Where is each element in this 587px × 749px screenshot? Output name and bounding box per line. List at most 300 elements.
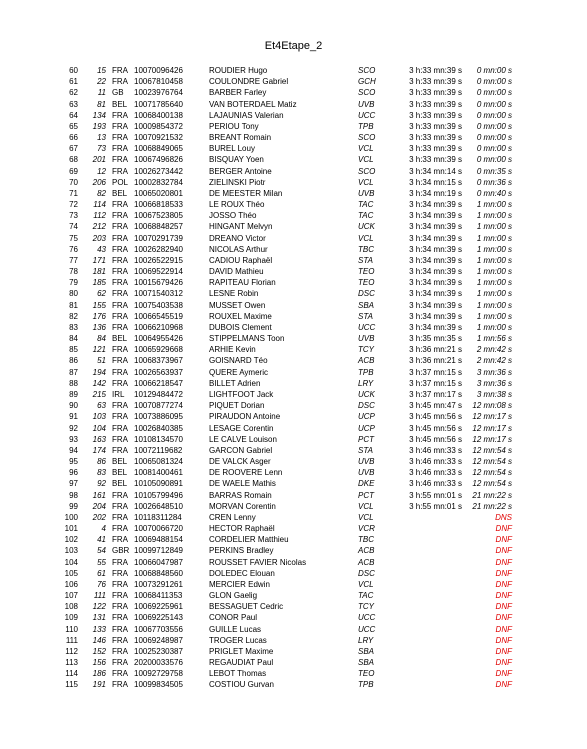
gap-cell: DNF xyxy=(495,602,512,612)
rank-cell: 67 xyxy=(69,144,78,154)
uci-id-cell: 10026522915 xyxy=(134,255,183,265)
table-row xyxy=(0,87,587,98)
time-cell: 3 h:46 mn:33 s xyxy=(409,445,462,455)
table-row xyxy=(0,523,587,534)
gap-cell: DNF xyxy=(495,635,512,645)
rank-cell: 66 xyxy=(69,133,78,143)
uci-id-cell: 10026273442 xyxy=(134,166,183,176)
uci-id-cell: 10129484472 xyxy=(134,389,183,399)
table-row xyxy=(0,646,587,657)
time-cell: 3 h:34 mn:39 s xyxy=(409,289,462,299)
nation-cell: FRA xyxy=(112,121,128,131)
time-cell: 3 h:37 mn:15 s xyxy=(409,378,462,388)
rank-cell: 62 xyxy=(69,88,78,98)
table-row xyxy=(0,579,587,590)
gap-cell: 21 mn:22 s xyxy=(472,490,512,500)
uci-id-cell: 10065020801 xyxy=(134,188,183,198)
uci-id-cell: 10070291739 xyxy=(134,233,183,243)
gap-cell: 1 mn:00 s xyxy=(476,244,512,254)
table-row xyxy=(0,300,587,311)
rank-cell: 96 xyxy=(69,468,78,478)
team-code-cell: UCP xyxy=(358,412,375,422)
rider-name-cell: CREN Lenny xyxy=(209,512,256,522)
table-row xyxy=(0,601,587,612)
nation-cell: FRA xyxy=(112,624,128,634)
bib-cell: 155 xyxy=(92,300,106,310)
nation-cell: FRA xyxy=(112,278,128,288)
team-code-cell: UVB xyxy=(358,99,375,109)
uci-id-cell: 10066818533 xyxy=(134,200,183,210)
time-cell: 3 h:34 mn:15 s xyxy=(409,177,462,187)
gap-cell: 1 mn:00 s xyxy=(476,267,512,277)
time-cell: 3 h:33 mn:39 s xyxy=(409,144,462,154)
bib-cell: 92 xyxy=(97,479,106,489)
time-cell: 3 h:34 mn:39 s xyxy=(409,255,462,265)
bib-cell: 114 xyxy=(93,200,106,210)
rank-cell: 79 xyxy=(69,278,78,288)
gap-cell: DNF xyxy=(495,624,512,634)
uci-id-cell: 10023976764 xyxy=(134,88,183,98)
team-code-cell: UCC xyxy=(358,322,376,332)
rank-cell: 95 xyxy=(69,457,78,467)
team-code-cell: PCT xyxy=(358,490,374,500)
uci-id-cell: 10067523805 xyxy=(134,211,183,221)
uci-id-cell: 10009854372 xyxy=(134,121,183,131)
team-code-cell: UCC xyxy=(358,110,376,120)
gap-cell: 0 mn:00 s xyxy=(476,121,512,131)
nation-cell: FRA xyxy=(112,412,128,422)
uci-id-cell: 10108134570 xyxy=(134,434,183,444)
bib-cell: 215 xyxy=(92,389,106,399)
uci-id-cell: 10066545519 xyxy=(134,311,183,321)
rider-name-cell: DE ROOVERE Lenn xyxy=(209,468,283,478)
rank-cell: 84 xyxy=(69,334,78,344)
gap-cell: 1 mn:00 s xyxy=(476,255,512,265)
uci-id-cell: 10070096426 xyxy=(134,66,183,75)
uci-id-cell: 10073291261 xyxy=(134,579,183,589)
rank-cell: 85 xyxy=(69,345,78,355)
team-code-cell: UVB xyxy=(358,468,375,478)
team-code-cell: VCL xyxy=(358,579,374,589)
rank-cell: 94 xyxy=(69,445,78,455)
uci-id-cell: 10026563937 xyxy=(134,367,183,377)
table-row xyxy=(0,110,587,121)
table-row xyxy=(0,233,587,244)
team-code-cell: TBC xyxy=(358,244,374,254)
bib-cell: 163 xyxy=(92,434,106,444)
table-row xyxy=(0,121,587,132)
gap-cell: 0 mn:00 s xyxy=(476,155,512,165)
table-row xyxy=(0,612,587,623)
time-cell: 3 h:34 mn:39 s xyxy=(409,278,462,288)
table-row xyxy=(0,367,587,378)
bib-cell: 82 xyxy=(97,188,106,198)
nation-cell: FRA xyxy=(112,434,128,444)
team-code-cell: TAC xyxy=(358,211,374,221)
gap-cell: DNF xyxy=(495,613,512,623)
bib-cell: 41 xyxy=(97,535,106,545)
rider-name-cell: ZIELINSKI Piotr xyxy=(209,177,266,187)
time-cell: 3 h:45 mn:56 s xyxy=(409,423,462,433)
bib-cell: 55 xyxy=(97,557,106,567)
nation-cell: BEL xyxy=(112,468,128,478)
time-cell: 3 h:35 mn:35 s xyxy=(409,334,462,344)
bib-cell: 122 xyxy=(92,602,106,612)
team-code-cell: DKE xyxy=(358,479,375,489)
rider-name-cell: MORVAN Corentin xyxy=(209,501,276,511)
uci-id-cell: 10067496826 xyxy=(134,155,183,165)
gap-cell: DNF xyxy=(495,646,512,656)
rank-cell: 106 xyxy=(64,579,78,589)
uci-id-cell: 10069225143 xyxy=(134,613,183,623)
uci-id-cell: 10070877274 xyxy=(134,401,183,411)
table-row xyxy=(0,210,587,221)
uci-id-cell: 10065081324 xyxy=(134,457,183,467)
bib-cell: 104 xyxy=(92,423,106,433)
rider-name-cell: BERGER Antoine xyxy=(209,166,272,176)
rider-name-cell: NICOLAS Arthur xyxy=(209,244,268,254)
gap-cell: 0 mn:00 s xyxy=(476,110,512,120)
rider-name-cell: PERKINS Bradley xyxy=(209,546,274,556)
gap-cell: DNF xyxy=(495,546,512,556)
nation-cell: BEL xyxy=(112,479,128,489)
team-code-cell: VCL xyxy=(358,177,374,187)
gap-cell: DNF xyxy=(495,579,512,589)
gap-cell: 1 mn:00 s xyxy=(476,200,512,210)
gap-cell: 12 mn:54 s xyxy=(472,479,512,489)
rider-name-cell: BARRAS Romain xyxy=(209,490,272,500)
rider-name-cell: CADIOU Raphaël xyxy=(209,255,273,265)
rank-cell: 102 xyxy=(64,535,78,545)
time-cell: 3 h:45 mn:56 s xyxy=(409,434,462,444)
rider-name-cell: DE VALCK Asger xyxy=(209,457,271,467)
team-code-cell: SBA xyxy=(358,300,375,310)
rank-cell: 87 xyxy=(69,367,78,377)
rank-cell: 108 xyxy=(64,602,78,612)
rider-name-cell: LIGHTFOOT Jack xyxy=(209,389,274,399)
uci-id-cell: 10105799496 xyxy=(134,490,183,500)
nation-cell: FRA xyxy=(112,501,128,511)
time-cell: 3 h:33 mn:39 s xyxy=(409,66,462,75)
bib-cell: 176 xyxy=(92,311,106,321)
rank-cell: 73 xyxy=(69,211,78,221)
nation-cell: FRA xyxy=(112,267,128,277)
bib-cell: 193 xyxy=(92,121,106,131)
bib-cell: 103 xyxy=(92,412,106,422)
team-code-cell: VCL xyxy=(358,501,374,511)
uci-id-cell: 10026648510 xyxy=(134,501,183,511)
nation-cell: FRA xyxy=(112,367,128,377)
team-code-cell: LRY xyxy=(358,635,374,645)
uci-id-cell: 10002832784 xyxy=(134,177,183,187)
rider-name-cell: MERCIER Edwin xyxy=(209,579,270,589)
rank-cell: 68 xyxy=(69,155,78,165)
nation-cell: FRA xyxy=(112,144,128,154)
time-cell: 3 h:33 mn:39 s xyxy=(409,77,462,87)
uci-id-cell: 10069225961 xyxy=(134,602,183,612)
gap-cell: DNF xyxy=(495,680,512,690)
rank-cell: 88 xyxy=(69,378,78,388)
uci-id-cell: 10071785640 xyxy=(134,99,183,109)
gap-cell: DNF xyxy=(495,535,512,545)
rank-cell: 115 xyxy=(65,680,78,690)
team-code-cell: SBA xyxy=(358,658,375,668)
rank-cell: 91 xyxy=(69,412,78,422)
team-code-cell: TAC xyxy=(358,591,374,601)
rider-name-cell: JOSSO Théo xyxy=(209,211,257,221)
rider-name-cell: HECTOR Raphaël xyxy=(209,524,275,534)
team-code-cell: TEO xyxy=(358,669,375,679)
bib-cell: 203 xyxy=(92,233,106,243)
uci-id-cell: 10105090891 xyxy=(134,479,183,489)
rank-cell: 86 xyxy=(69,356,78,366)
rank-cell: 83 xyxy=(69,322,78,332)
rank-cell: 78 xyxy=(69,267,78,277)
bib-cell: 201 xyxy=(92,155,106,165)
rank-cell: 75 xyxy=(69,233,78,243)
gap-cell: 0 mn:00 s xyxy=(476,66,512,75)
rider-name-cell: GARCON Gabriel xyxy=(209,445,273,455)
nation-cell: FRA xyxy=(112,166,128,176)
table-row xyxy=(0,378,587,389)
rank-cell: 111 xyxy=(65,635,78,645)
rank-cell: 113 xyxy=(65,658,78,668)
table-row xyxy=(0,490,587,501)
team-code-cell: TEO xyxy=(358,267,375,277)
nation-cell: FRA xyxy=(112,512,128,522)
uci-id-cell: 10073886095 xyxy=(134,412,183,422)
bib-cell: 11 xyxy=(97,88,106,98)
bib-cell: 62 xyxy=(97,289,106,299)
nation-cell: FRA xyxy=(112,423,128,433)
uci-id-cell: 10118311284 xyxy=(134,512,182,522)
nation-cell: FRA xyxy=(112,557,128,567)
nation-cell: FRA xyxy=(112,646,128,656)
team-code-cell: TPB xyxy=(358,367,374,377)
time-cell: 3 h:36 mn:21 s xyxy=(409,356,462,366)
rider-name-cell: CORDELIER Matthieu xyxy=(209,535,289,545)
rider-name-cell: BISQUAY Yoen xyxy=(209,155,264,165)
bib-cell: 194 xyxy=(92,367,106,377)
table-row xyxy=(0,445,587,456)
time-cell: 3 h:34 mn:14 s xyxy=(409,166,462,176)
bib-cell: 4 xyxy=(101,524,106,534)
bib-cell: 54 xyxy=(97,546,106,556)
nation-cell: FRA xyxy=(112,200,128,210)
rank-cell: 74 xyxy=(69,222,78,232)
nation-cell: FRA xyxy=(112,602,128,612)
bib-cell: 43 xyxy=(97,244,106,254)
rider-name-cell: DE WAELE Mathis xyxy=(209,479,276,489)
uci-id-cell: 10069488154 xyxy=(134,535,183,545)
gap-cell: 1 mn:00 s xyxy=(476,311,512,321)
team-code-cell: UCC xyxy=(358,613,376,623)
uci-id-cell: 10068373967 xyxy=(134,356,183,366)
team-code-cell: VCL xyxy=(358,144,374,154)
team-code-cell: TCY xyxy=(358,602,374,612)
table-row xyxy=(0,624,587,635)
rider-name-cell: HINGANT Melvyn xyxy=(209,222,273,232)
rank-cell: 64 xyxy=(69,110,78,120)
table-row xyxy=(0,65,587,76)
gap-cell: 0 mn:40 s xyxy=(476,188,512,198)
nation-cell: FRA xyxy=(112,524,128,534)
uci-id-cell: 10068848560 xyxy=(134,568,183,578)
uci-id-cell: 10071540312 xyxy=(134,289,183,299)
table-row xyxy=(0,333,587,344)
gap-cell: 0 mn:00 s xyxy=(476,77,512,87)
rider-name-cell: ROUSSET FAVIER Nicolas xyxy=(209,557,307,567)
bib-cell: 174 xyxy=(92,445,106,455)
page-title: Et4Etape_2 xyxy=(264,40,323,52)
uci-id-cell: 10099834505 xyxy=(134,680,183,690)
gap-cell: 3 mn:38 s xyxy=(476,389,512,399)
table-row xyxy=(0,434,587,445)
time-cell: 3 h:33 mn:39 s xyxy=(409,88,462,98)
team-code-cell: GCH xyxy=(358,77,376,87)
rider-name-cell: GLON Gaelig xyxy=(209,591,258,601)
team-code-cell: UCK xyxy=(358,389,375,399)
rider-name-cell: BESSAGUET Cedric xyxy=(209,602,284,612)
bib-cell: 111 xyxy=(93,591,106,601)
nation-cell: FRA xyxy=(112,289,128,299)
gap-cell: 3 mn:36 s xyxy=(476,367,512,377)
nation-cell: FRA xyxy=(112,635,128,645)
uci-id-cell: 10072119682 xyxy=(134,445,183,455)
bib-cell: 202 xyxy=(92,512,106,522)
time-cell: 3 h:33 mn:39 s xyxy=(409,110,462,120)
uci-id-cell: 10070066720 xyxy=(134,524,183,534)
bib-cell: 76 xyxy=(97,579,106,589)
time-cell: 3 h:33 mn:39 s xyxy=(409,99,462,109)
gap-cell: 0 mn:36 s xyxy=(476,177,512,187)
rider-name-cell: CONOR Paul xyxy=(209,613,258,623)
team-code-cell: DSC xyxy=(358,289,375,299)
team-code-cell: VCL xyxy=(358,233,374,243)
rider-name-cell: PRIGLET Maxime xyxy=(209,646,274,656)
team-code-cell: UCK xyxy=(358,222,375,232)
nation-cell: FRA xyxy=(112,445,128,455)
rank-cell: 65 xyxy=(69,121,78,131)
table-row xyxy=(0,501,587,512)
gap-cell: DNS xyxy=(495,512,512,522)
rider-name-cell: GUILLE Lucas xyxy=(209,624,262,634)
bib-cell: 13 xyxy=(97,133,106,143)
gap-cell: 1 mn:00 s xyxy=(476,211,512,221)
rank-cell: 81 xyxy=(69,300,78,310)
table-row xyxy=(0,199,587,210)
nation-cell: FRA xyxy=(112,222,128,232)
rider-name-cell: LAJAUNIAS Valerian xyxy=(209,110,284,120)
table-row xyxy=(0,177,587,188)
uci-id-cell: 20200033576 xyxy=(134,658,183,668)
nation-cell: GBR xyxy=(112,546,130,556)
rider-name-cell: DOLEDEC Elouan xyxy=(209,568,275,578)
table-row xyxy=(0,154,587,165)
nation-cell: FRA xyxy=(112,579,128,589)
uci-id-cell: 10066047987 xyxy=(134,557,183,567)
time-cell: 3 h:37 mn:17 s xyxy=(409,389,462,399)
team-code-cell: ACB xyxy=(358,557,375,567)
gap-cell: 12 mn:17 s xyxy=(472,412,512,422)
team-code-cell: SCO xyxy=(358,166,376,176)
nation-cell: FRA xyxy=(112,110,128,120)
rank-cell: 97 xyxy=(69,479,78,489)
time-cell: 3 h:37 mn:15 s xyxy=(409,367,462,377)
team-code-cell: DSC xyxy=(358,568,375,578)
rider-name-cell: GOISNARD Téo xyxy=(209,356,268,366)
time-cell: 3 h:34 mn:19 s xyxy=(409,188,462,198)
gap-cell: DNF xyxy=(495,568,512,578)
gap-cell: 1 mn:00 s xyxy=(476,322,512,332)
nation-cell: FRA xyxy=(112,77,128,87)
rank-cell: 110 xyxy=(65,624,78,634)
gap-cell: 12 mn:54 s xyxy=(472,468,512,478)
rank-cell: 69 xyxy=(69,166,78,176)
rider-name-cell: MUSSET Owen xyxy=(209,300,266,310)
gap-cell: 0 mn:00 s xyxy=(476,99,512,109)
rider-name-cell: REGAUDIAT Paul xyxy=(209,658,274,668)
bib-cell: 12 xyxy=(97,166,106,176)
team-code-cell: TPB xyxy=(358,121,374,131)
rider-name-cell: LEBOT Thomas xyxy=(209,669,267,679)
rider-name-cell: RAPITEAU Florian xyxy=(209,278,276,288)
rank-cell: 101 xyxy=(64,524,78,534)
bib-cell: 181 xyxy=(92,267,106,277)
table-row xyxy=(0,534,587,545)
time-cell: 3 h:34 mn:39 s xyxy=(409,211,462,221)
bib-cell: 63 xyxy=(97,401,106,411)
table-row xyxy=(0,512,587,523)
team-code-cell: TPB xyxy=(358,680,374,690)
rider-name-cell: BILLET Adrien xyxy=(209,378,261,388)
table-row xyxy=(0,668,587,679)
gap-cell: 2 mn:42 s xyxy=(476,356,512,366)
team-code-cell: SCO xyxy=(358,88,376,98)
rank-cell: 112 xyxy=(65,646,78,656)
table-row xyxy=(0,76,587,87)
uci-id-cell: 10025230387 xyxy=(134,646,183,656)
uci-id-cell: 10066218547 xyxy=(134,378,183,388)
nation-cell: BEL xyxy=(112,188,128,198)
team-code-cell: VCL xyxy=(358,512,374,522)
gap-cell: 0 mn:00 s xyxy=(476,88,512,98)
nation-cell: FRA xyxy=(112,658,128,668)
bib-cell: 22 xyxy=(97,77,106,87)
rank-cell: 70 xyxy=(69,177,78,187)
nation-cell: FRA xyxy=(112,311,128,321)
rank-cell: 82 xyxy=(69,311,78,321)
time-cell: 3 h:45 mn:56 s xyxy=(409,412,462,422)
bib-cell: 73 xyxy=(97,144,106,154)
bib-cell: 134 xyxy=(92,110,106,120)
nation-cell: FRA xyxy=(112,244,128,254)
rank-cell: 100 xyxy=(64,512,78,522)
team-code-cell: UCC xyxy=(358,624,376,634)
table-row xyxy=(0,311,587,322)
time-cell: 3 h:34 mn:39 s xyxy=(409,244,462,254)
rank-cell: 109 xyxy=(64,613,78,623)
rider-name-cell: ROUXEL Maxime xyxy=(209,311,272,321)
gap-cell: 1 mn:00 s xyxy=(476,222,512,232)
table-row xyxy=(0,467,587,478)
bib-cell: 142 xyxy=(92,378,106,388)
uci-id-cell: 10068411353 xyxy=(134,591,183,601)
team-code-cell: SCO xyxy=(358,66,376,75)
rank-cell: 60 xyxy=(69,66,78,75)
rider-name-cell: PERIOU Tony xyxy=(209,121,259,131)
gap-cell: DNF xyxy=(495,658,512,668)
